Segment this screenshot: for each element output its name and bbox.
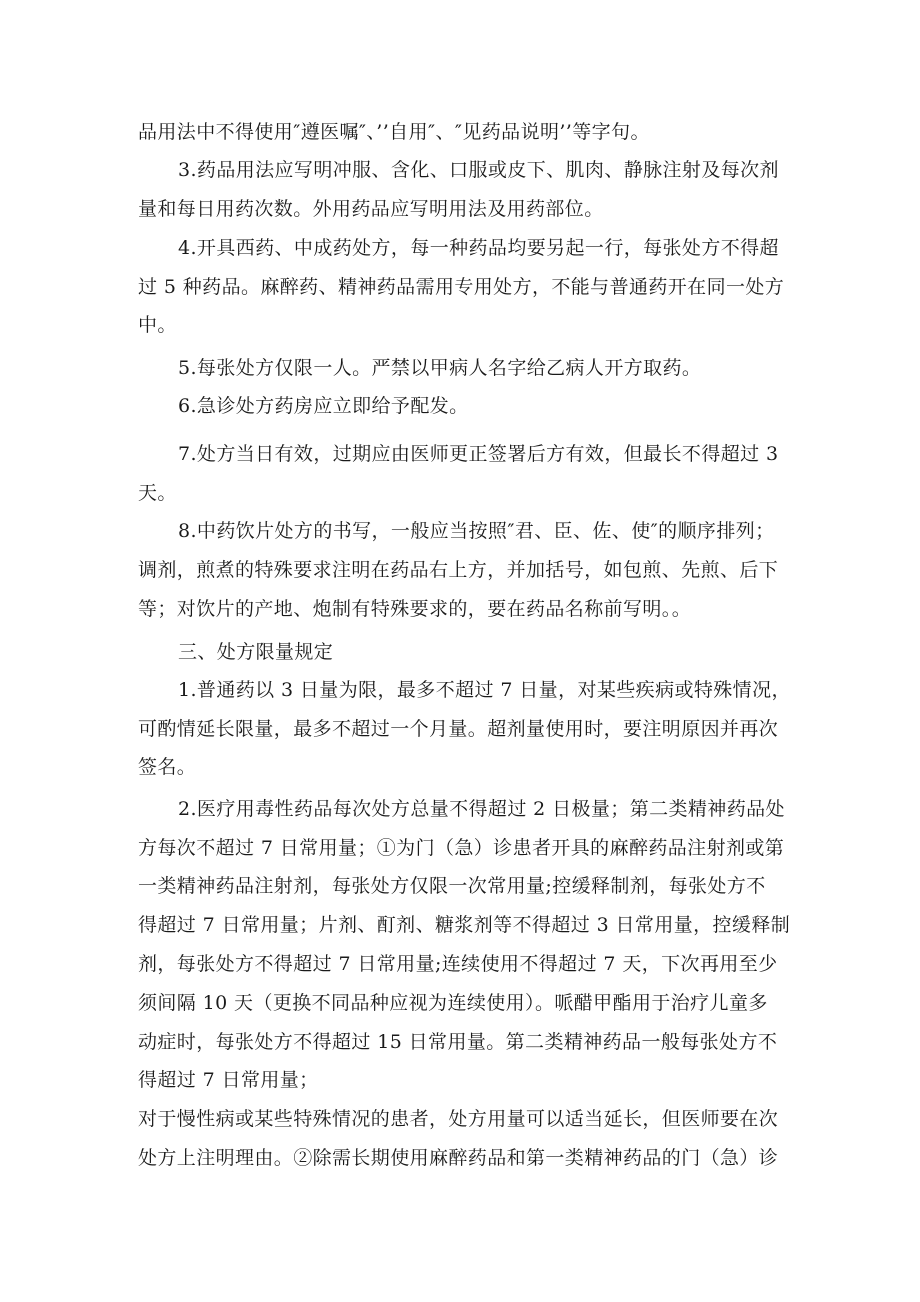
text-line: 调剂，煎煮的特殊要求注明在药品右上方，并加括号，如包煎、先煎、后下 bbox=[138, 559, 779, 581]
text-line: 处方上注明理由。②除需长期使用麻醉药品和第一类精神药品的门（急）诊 bbox=[138, 1147, 779, 1169]
text-line: 中。 bbox=[138, 314, 177, 336]
text-line: 对于慢性病或某些特殊情况的患者，处方用量可以适当延长，但医师要在次 bbox=[138, 1108, 779, 1130]
text-line: 量和每日用药次数。外用药品应写明用法及用药部位。 bbox=[138, 198, 604, 220]
text-line: 签名。 bbox=[138, 756, 197, 778]
text-line: 8.中药饮片处方的书写，一般应当按照″君、臣、佐、使″的顺序排列； bbox=[178, 520, 775, 542]
text-line: 天。 bbox=[138, 482, 177, 504]
text-line: 2.医疗用毒性药品每次处方总量不得超过 2 日极量；第二类精神药品处 bbox=[178, 798, 785, 820]
section-heading: 三、处方限量规定 bbox=[178, 641, 334, 663]
text-line: 方每次不超过 7 日常用量；①为门（急）诊患者开具的麻醉药品注射剂或第 bbox=[138, 837, 785, 859]
text-line: 等；对饮片的产地、炮制有特殊要求的，要在药品名称前写明。。 bbox=[138, 598, 692, 620]
text-line: 须间隔 10 天（更换不同品种应视为连续使用）。哌醋甲酯用于治疗儿童多 bbox=[138, 992, 768, 1014]
text-line: 过 5 种药品。麻醉药、精神药品需用专用处方，不能与普通药开在同一处方 bbox=[138, 276, 785, 298]
text-line: 得超过 7 日常用量； bbox=[138, 1069, 319, 1091]
text-line: 得超过 7 日常用量；片剂、酊剂、糖浆剂等不得超过 3 日常用量，控缓释制 bbox=[138, 914, 791, 936]
text-line: 7.处方当日有效，过期应由医师更正签署后方有效，但最长不得超过 3 bbox=[178, 443, 779, 465]
text-line: 剂，每张处方不得超过 7 日常用量;连续使用不得超过 7 天，下次再用至少 bbox=[138, 953, 778, 975]
text-line: 1.普通药以 3 日量为限，最多不超过 7 日量，对某些疾病或特殊情况， bbox=[178, 679, 791, 701]
text-line: 动症时，每张处方不得超过 15 日常用量。第二类精神药品一般每张处方不 bbox=[138, 1031, 778, 1053]
text-line: 5.每张处方仅限一人。严禁以甲病人名字给乙病人开方取药。 bbox=[178, 357, 702, 379]
text-line: 可酌情延长限量，最多不超过一个月量。超剂量使用时，要注明原因并再次 bbox=[138, 718, 779, 740]
text-line: 6.急诊处方药房应立即给予配发。 bbox=[178, 395, 469, 417]
text-line: 一类精神药品注射剂，每张处方仅限一次常用量;控缓释制剂，每张处方不 bbox=[138, 875, 766, 897]
text-line: 3.药品用法应写明冲服、含化、口服或皮下、肌肉、静脉注射及每次剂 bbox=[178, 159, 779, 181]
text-line: 4.开具西药、中成药处方，每一种药品均要另起一行，每张处方不得超 bbox=[178, 237, 779, 259]
text-line: 品用法中不得使用″遵医嘱″、’’自用″、″见药品说明’’等字句。 bbox=[138, 121, 650, 143]
